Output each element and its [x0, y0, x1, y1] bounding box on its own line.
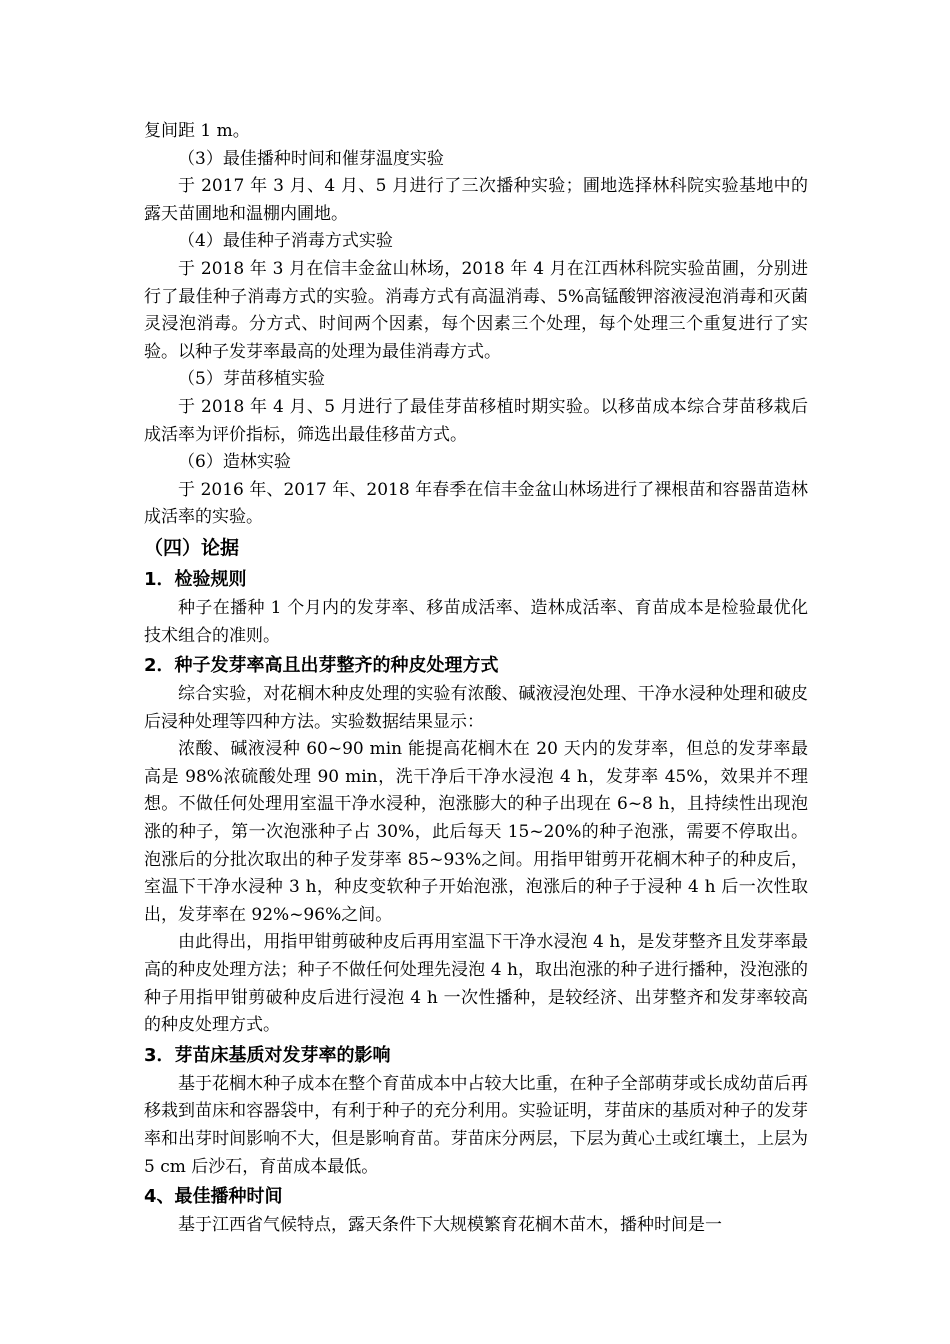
- section-heading: （四）论据: [144, 536, 240, 559]
- numbered-heading: 1．检验规则: [144, 568, 247, 590]
- paragraph: 种子在播种 1 个月内的发芽率、移苗成活率、造林成活率、育苗成本是检验最优化技术组合的准则。: [144, 597, 808, 646]
- subsection-heading: （4）最佳种子消毒方式实验: [178, 231, 393, 252]
- numbered-heading: 2．种子发芽率高且出芽整齐的种皮处理方式: [144, 655, 499, 677]
- paragraph: 于 2017 年 3 月、4 月、5 月进行了三次播种实验；圃地选择林科院实验基地中的露天苗圃地和温棚内圃地。: [144, 176, 808, 224]
- numbered-heading: 3．芽苗床基质对发芽率的影响: [144, 1044, 391, 1066]
- paragraph: 于 2018 年 3 月在信丰金盆山林场，2018 年 4 月在江西林科院实验苗圃，分别进行了最佳种子消毒方式的实验。消毒方式有高温消毒、5%高锰酸钾溶液浸泡消毒和灭菌灵浸泡消毒。分方式、时间两个因素，每个因素三个处理，每个处理三个重复进行了实验。以种子发芽率最高的处理为最佳消毒方式。: [144, 258, 808, 362]
- paragraph: 由此得出，用指甲钳剪破种皮后再用室温下干净水浸泡 4 h，是发芽整齐且发芽率最高的种皮处理方法；种子不做任何处理先浸泡 4 h，取出泡涨的种子进行播种，没泡涨的种子用指甲钳剪破种皮后进行浸泡 4 h 一次性播种，是较经济、出芽整齐和发芽率较高的种皮处理方式。: [144, 932, 808, 1036]
- paragraph: 基于江西省气候特点，露天条件下大规模繁育花榈木苗木，播种时间是一: [178, 1215, 722, 1236]
- subsection-heading: （6）造林实验: [178, 452, 291, 473]
- paragraph: 浓酸、碱液浸种 60~90 min 能提高花榈木在 20 天内的发芽率，但总的发芽率最高是 98%浓硫酸处理 90 min，洗干净后干净水浸泡 4 h，发芽率 45%，效果并不理想。不做任何处理用室温干净水浸种，泡涨膨大的种子出现在 6~8 h，且持续性出现泡涨的种子，第一次泡涨种子占 30%，此后每天 15~20%的种子泡涨，需要不停取出。泡涨后的分批次取出的种子发芽率 85~93%之间。用指甲钳剪开花榈木种子的种皮后，室温下干净水浸种 3 h，种皮变软种子开始泡涨，泡涨后的种子于浸种 4 h 后一次性取出，发芽率在 92%~96%之间。: [144, 739, 808, 925]
- paragraph: 于 2018 年 4 月、5 月进行了最佳芽苗移植时期实验。以移苗成本综合芽苗移栽后成活率为评价指标，筛选出最佳移苗方式。: [144, 396, 808, 445]
- subsection-heading: （5）芽苗移植实验: [178, 369, 325, 390]
- paragraph: 综合实验，对花榈木种皮处理的实验有浓酸、碱液浸泡处理、干净水浸种处理和破皮后浸种处理等四种方法。实验数据结果显示：: [144, 684, 808, 732]
- subsection-heading: （3）最佳播种时间和催芽温度实验: [178, 148, 444, 169]
- paragraph: 于 2016 年、2017 年、2018 年春季在信丰金盆山林场进行了裸根苗和容器苗造林成活率的实验。: [144, 479, 808, 528]
- document-page: [144, 118, 808, 1240]
- paragraph: 基于花榈木种子成本在整个育苗成本中占较大比重，在种子全部萌芽或长成幼苗后再移栽到苗床和容器袋中，有利于种子的充分利用。实验证明，芽苗床的基质对种子的发芽率和出芽时间影响不大，但是影响育苗。芽苗床分两层，下层为黄心土或红壤土，上层为 5 cm 后沙石，育苗成本最低。: [144, 1073, 808, 1177]
- paragraph: 复间距 1 m。: [144, 121, 250, 141]
- numbered-heading: 4、最佳播种时间: [144, 1186, 283, 1208]
